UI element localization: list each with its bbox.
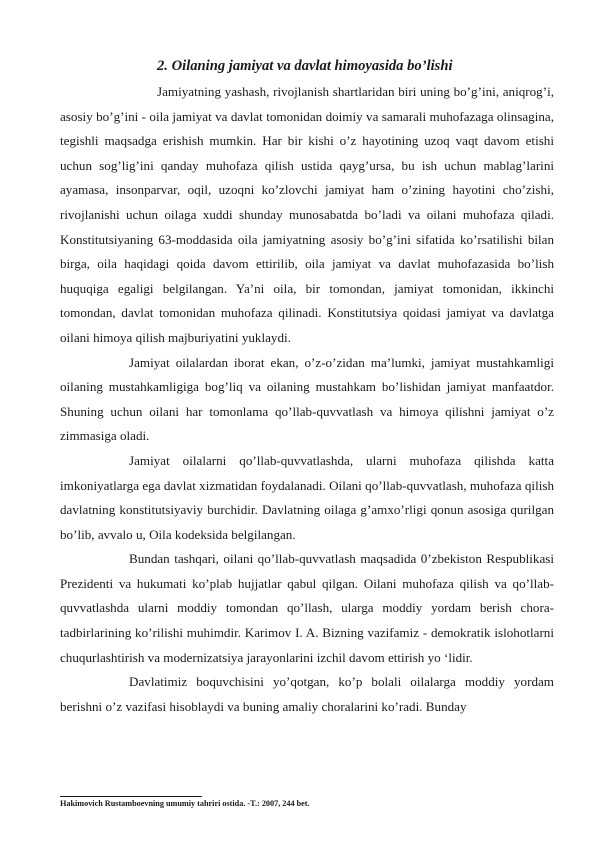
paragraph-4: Bundan tashqari, oilani qo’llab-quvvatlash maqsadida 0’zbekiston Respublikasi Prezidenti va hukumati ko’plab hujjatlar qabul qilgan. Oilani muhofaza qilish va qo’llab-quvvatlashda ularni moddiy tomondan qo’llash, ularga moddiy yordam berish chora-tadbirlarining ko’rilishi muhimdir. Karimov I. A. Bizning vazifamiz - demokratik islohotlarni chuqurlashtirish va modernizatsiya jarayonlarini izchil davom ettirish yo ‘lidir. xyxy=(60,551,554,665)
body-text xyxy=(60,80,554,719)
section-heading: 2. Oilaning jamiyat va davlat himoyasida bo’lishi xyxy=(157,58,453,74)
paragraph-5: Davlatimiz boquvchisini yo’qotgan, ko’p bolali oilalarga moddiy yordam berishni o’z vazifasi hisoblaydi va buning amaliy choralarini ko’radi. Bunday xyxy=(60,674,554,714)
footnote-divider xyxy=(60,796,202,797)
paragraph-1: Jamiyatning yashash, rivojlanish shartlaridan biri uning bo’g’ini, aniqrog’i, asosiy bo’g’ini - oila jamiyat va davlat tomonidan doimiy va samarali muhofazaga olinsagina, tegishli maqsadga erishish mumkin. Har bir kishi o’z hayotining uzoq vaqt davom etishi uchun sog’lig’ini qanday muhofaza qilish ustida qayg’ursa, bu ish uchun mablag’larini ayamasa, insonparvar, oqil, uzoqni ko’zlovchi jamiyat ham o’zining hayotini cho’zishi, rivojlanishi uchun oilaga xuddi shunday munosabatda bo’ladi va oilani muhofaza qiladi. Konstitutsiyaning 63-moddasida oila jamiyatning asosiy bo’g’ini sifatida ko’rsatilishi bilan birga, oila haqidagi qoida davom ettirilib, oila jamiyat va davlat muhofazasida bo’lish huquqiga egaligi belgilangan. Ya’ni oila, bir tomondan, jamiyat tomonidan, ikkinchi tomondan, davlat tomonidan muhofaza qilinadi. Konstitutsiya qoidasi jamiyat va davlatga oilani himoya qilish majburiyatini yuklaydi. xyxy=(60,84,554,345)
paragraph-2: Jamiyat oilalardan iborat ekan, o’z-o’zidan ma’lumki, jamiyat mustahkamligi oilaning mustahkamligiga bog’liq va oilaning mustahkam bo’lishidan jamiyat manfaatdor. Shuning uchun oilani har tomonlama qo’llab-quvvatlash va himoya qilishni jamiyat o’z zimmasiga oladi. xyxy=(60,354,554,444)
paragraph-3: Jamiyat oilalarni qo’llab-quvvatlashda, ularni muhofaza qilishda katta imkoniyatlarga ega davlat xizmatidan foydalanadi. Oilani qo’llab-quvvatlash, muhofaza qilish davlatning konstitutsiyaviy burchidir. Davlatning oilaga g’amxo’rligi qonun asosiga qurilgan bo’lib, avvalo u, Oila kodeksida belgilangan. xyxy=(60,452,554,542)
footnote: Hakimovich Rustamboevning umumiy tahriri ostida. -T.: 2007, 244 bet. xyxy=(60,799,310,808)
